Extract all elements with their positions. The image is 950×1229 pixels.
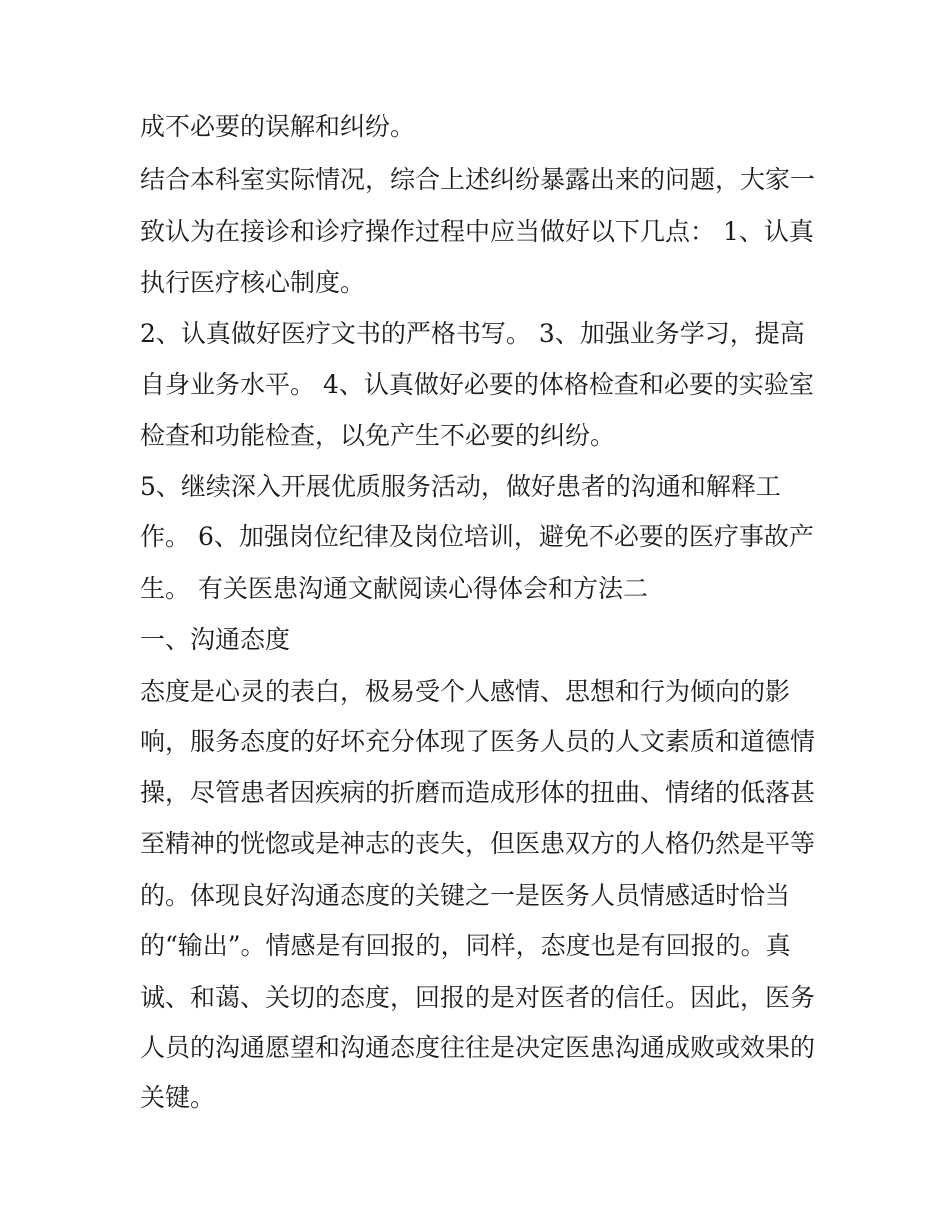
text-line: 作。 6、加强岗位纪律及岗位培训，避免不必要的医疗事故产	[140, 522, 814, 551]
paragraph-line: 结合本科室实际情况，综合上述纠纷暴露出来的问题，大家一	[140, 165, 816, 194]
paragraph-line: 态度是心灵的表白，极易受个人感情、思想和行为倾向的影	[140, 677, 791, 706]
section-heading: 一、沟通态度	[140, 625, 291, 654]
text-line: 致认为在接诊和诊疗操作过程中应当做好以下几点： 1、认真	[140, 217, 814, 246]
text-line: 检查和功能检查，以免产生不必要的纠纷。	[140, 421, 616, 450]
text-line: 人员的沟通愿望和沟通态度往往是决定医患沟通成败或效果的	[140, 1033, 816, 1062]
text-line: 操，尽管患者因疾病的折磨而造成形体的扭曲、情绪的低落甚	[140, 778, 816, 807]
text-line: 关键。	[140, 1083, 216, 1112]
text-line: 成不必要的误解和纠纷。	[140, 112, 416, 141]
text-line: 自身业务水平。 4、认真做好必要的体格检查和必要的实验室	[140, 370, 814, 399]
text-line: 的。体现良好沟通态度的关键之一是医务人员情感适时恰当	[140, 881, 791, 910]
paragraph-line: 5、继续深入开展优质服务活动，做好患者的沟通和解释工	[140, 472, 781, 501]
text-line: 至精神的恍惚或是神志的丧失，但医患双方的人格仍然是平等	[140, 829, 816, 858]
text-line: 执行医疗核心制度。	[140, 268, 366, 297]
text-line: 响，服务态度的好坏充分体现了医务人员的人文素质和道德情	[140, 727, 816, 756]
paragraph-line: 2、认真做好医疗文书的严格书写。 3、加强业务学习，提高	[140, 319, 805, 348]
text-line: 的“输出”。情感是有回报的，同样，态度也是有回报的。真	[140, 931, 791, 960]
text-line: 诚、和蔼、关切的态度，回报的是对医者的信任。因此，医务	[140, 983, 816, 1012]
text-line: 生。 有关医患沟通文献阅读心得体会和方法二	[140, 574, 648, 603]
